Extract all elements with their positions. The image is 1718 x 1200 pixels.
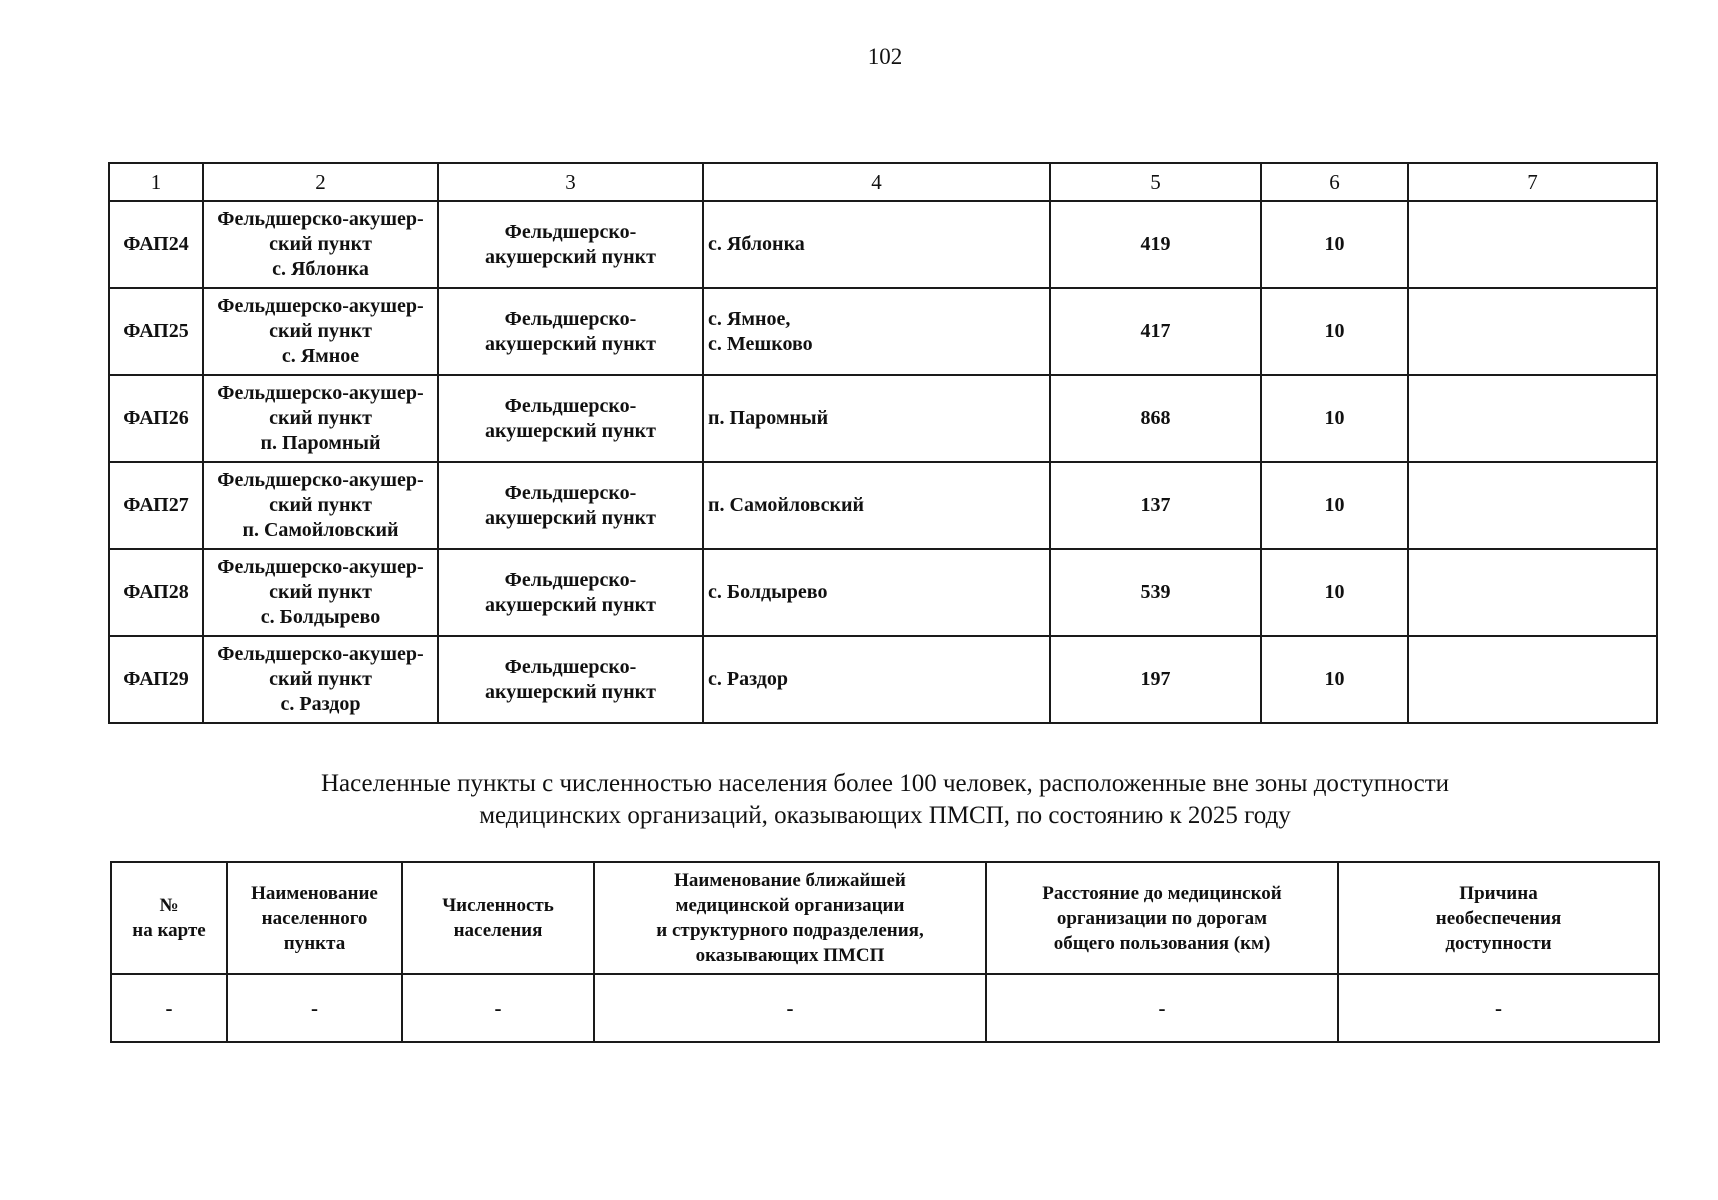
empty-cell: -: [111, 974, 227, 1042]
cell-line: Наименование ближайшей: [674, 870, 906, 891]
facility-code: ФАП29: [109, 636, 203, 723]
empty-cell: -: [1338, 974, 1659, 1042]
cell-line: Расстояние до медицинской: [1042, 882, 1282, 904]
cell-line: пункта: [283, 932, 346, 954]
cell-line: Фельдшерско-: [504, 220, 637, 243]
page-number: 102: [867, 44, 903, 69]
cell-line: ский пункт: [269, 233, 372, 255]
cell-line: Фельдшерско-акушер-: [217, 295, 424, 317]
section-title-line-2: медицинских организаций, оказывающих ПМСП, по состоянию к 2025 году: [479, 802, 1291, 829]
facility-name: [203, 375, 438, 462]
table-row: [109, 375, 1657, 462]
cell-line: Фельдшерско-акушер-: [217, 556, 424, 578]
cell-line: №: [159, 895, 179, 916]
column-number-2: 2: [203, 163, 438, 201]
cell-line: и структурного подразделения,: [656, 920, 924, 941]
distance: 10: [1261, 636, 1408, 723]
distance: 10: [1261, 288, 1408, 375]
facility-name: [203, 201, 438, 288]
facility-name: [203, 549, 438, 636]
note: [1408, 288, 1657, 375]
cell-line: ский пункт: [269, 494, 372, 516]
cell-line: Наименование: [251, 882, 378, 904]
column-number-6: 6: [1261, 163, 1408, 201]
population: 419: [1050, 201, 1261, 288]
empty-cell: -: [594, 974, 986, 1042]
facility-type: [438, 288, 703, 375]
cell-line: с. Раздор: [280, 693, 361, 715]
facility-code: ФАП24: [109, 201, 203, 288]
table-row: [109, 288, 1657, 375]
column-number-1: 1: [109, 163, 203, 201]
distance: 10: [1261, 201, 1408, 288]
column-number-5: 5: [1050, 163, 1261, 201]
column-number-7: 7: [1408, 163, 1657, 201]
cell-line: ский пункт: [269, 581, 372, 603]
cell-line: с. Яблонка: [708, 233, 805, 255]
cell-line: п. Паромный: [708, 407, 829, 429]
cell-line: населенного: [261, 907, 368, 929]
outside-table-header-row: [111, 862, 1659, 974]
settlement-name-header: [227, 862, 402, 974]
distance: 10: [1261, 375, 1408, 462]
column-number-row: [109, 163, 1657, 201]
facilities-table: [108, 162, 1658, 724]
facility-name: [203, 636, 438, 723]
facility-code: ФАП25: [109, 288, 203, 375]
cell-line: Фельдшерско-: [504, 307, 637, 330]
cell-line: Фельдшерско-акушер-: [217, 382, 424, 404]
outside-table-row: [111, 974, 1659, 1042]
facility-name: [203, 288, 438, 375]
nearest-organization-header: [594, 862, 986, 974]
section-title: [0, 768, 1718, 832]
distance-header: [986, 862, 1338, 974]
facility-type: [438, 375, 703, 462]
cell-line: с. Яблонка: [272, 258, 369, 280]
cell-line: медицинской организации: [675, 895, 905, 916]
served-settlements: [703, 462, 1050, 549]
facility-type: [438, 462, 703, 549]
reason-header: [1338, 862, 1659, 974]
table-row: [109, 549, 1657, 636]
cell-line: на карте: [132, 920, 206, 941]
population: 417: [1050, 288, 1261, 375]
population: 137: [1050, 462, 1261, 549]
facility-code: ФАП26: [109, 375, 203, 462]
cell-line: доступности: [1445, 932, 1552, 954]
served-settlements: [703, 201, 1050, 288]
cell-line: ский пункт: [269, 320, 372, 342]
note: [1408, 636, 1657, 723]
population-header: [402, 862, 594, 974]
population: 868: [1050, 375, 1261, 462]
population: 197: [1050, 636, 1261, 723]
population: 539: [1050, 549, 1261, 636]
cell-line: необеспечения: [1435, 907, 1562, 929]
distance: 10: [1261, 549, 1408, 636]
cell-line: акушерский пункт: [485, 332, 656, 355]
cell-line: п. Самойловский: [708, 494, 865, 516]
cell-line: Причина: [1459, 882, 1538, 904]
cell-line: акушерский пункт: [485, 506, 656, 529]
cell-line: общего пользования (км): [1053, 932, 1271, 954]
cell-line: с. Болдырево: [260, 606, 381, 628]
note: [1408, 549, 1657, 636]
cell-line: с. Ямное,: [708, 307, 791, 330]
cell-line: ский пункт: [269, 407, 372, 429]
cell-line: Фельдшерско-: [504, 655, 637, 678]
outside-zone-table: [110, 861, 1660, 1043]
column-number-3: 3: [438, 163, 703, 201]
cell-line: оказывающих ПМСП: [695, 945, 885, 966]
served-settlements: [703, 636, 1050, 723]
facility-name: [203, 462, 438, 549]
served-settlements: [703, 549, 1050, 636]
cell-line: Фельдшерско-: [504, 394, 637, 417]
cell-line: Фельдшерско-акушер-: [217, 208, 424, 230]
empty-cell: -: [227, 974, 402, 1042]
note: [1408, 375, 1657, 462]
cell-line: с. Болдырево: [708, 581, 828, 603]
facility-type: [438, 549, 703, 636]
served-settlements: [703, 375, 1050, 462]
facility-type: [438, 636, 703, 723]
cell-line: организации по дорогам: [1056, 907, 1268, 929]
table-row: [109, 201, 1657, 288]
facility-code: ФАП27: [109, 462, 203, 549]
cell-line: ский пункт: [269, 668, 372, 690]
cell-line: Фельдшерско-акушер-: [217, 643, 424, 665]
cell-line: акушерский пункт: [485, 680, 656, 703]
cell-line: Фельдшерско-: [504, 481, 637, 504]
cell-line: акушерский пункт: [485, 419, 656, 442]
map-number-header: [111, 862, 227, 974]
cell-line: п. Самойловский: [242, 519, 399, 541]
cell-line: акушерский пункт: [485, 245, 656, 268]
distance: 10: [1261, 462, 1408, 549]
facility-type: [438, 201, 703, 288]
served-settlements: [703, 288, 1050, 375]
cell-line: п. Паромный: [260, 432, 381, 454]
section-title-line-1: Населенные пункты с численностью населения более 100 человек, расположенные вне зоны доступности: [320, 770, 1450, 797]
cell-line: Фельдшерско-: [504, 568, 637, 591]
table-row: [109, 462, 1657, 549]
note: [1408, 462, 1657, 549]
cell-line: с. Ямное: [281, 345, 360, 367]
empty-cell: -: [402, 974, 594, 1042]
cell-line: Численность: [442, 895, 554, 916]
note: [1408, 201, 1657, 288]
cell-line: Фельдшерско-акушер-: [217, 469, 424, 491]
table-row: [109, 636, 1657, 723]
cell-line: с. Мешково: [708, 332, 813, 355]
cell-line: с. Раздор: [708, 668, 789, 690]
empty-cell: -: [986, 974, 1338, 1042]
cell-line: населения: [453, 920, 543, 941]
cell-line: акушерский пункт: [485, 593, 656, 616]
facility-code: ФАП28: [109, 549, 203, 636]
column-number-4: 4: [703, 163, 1050, 201]
